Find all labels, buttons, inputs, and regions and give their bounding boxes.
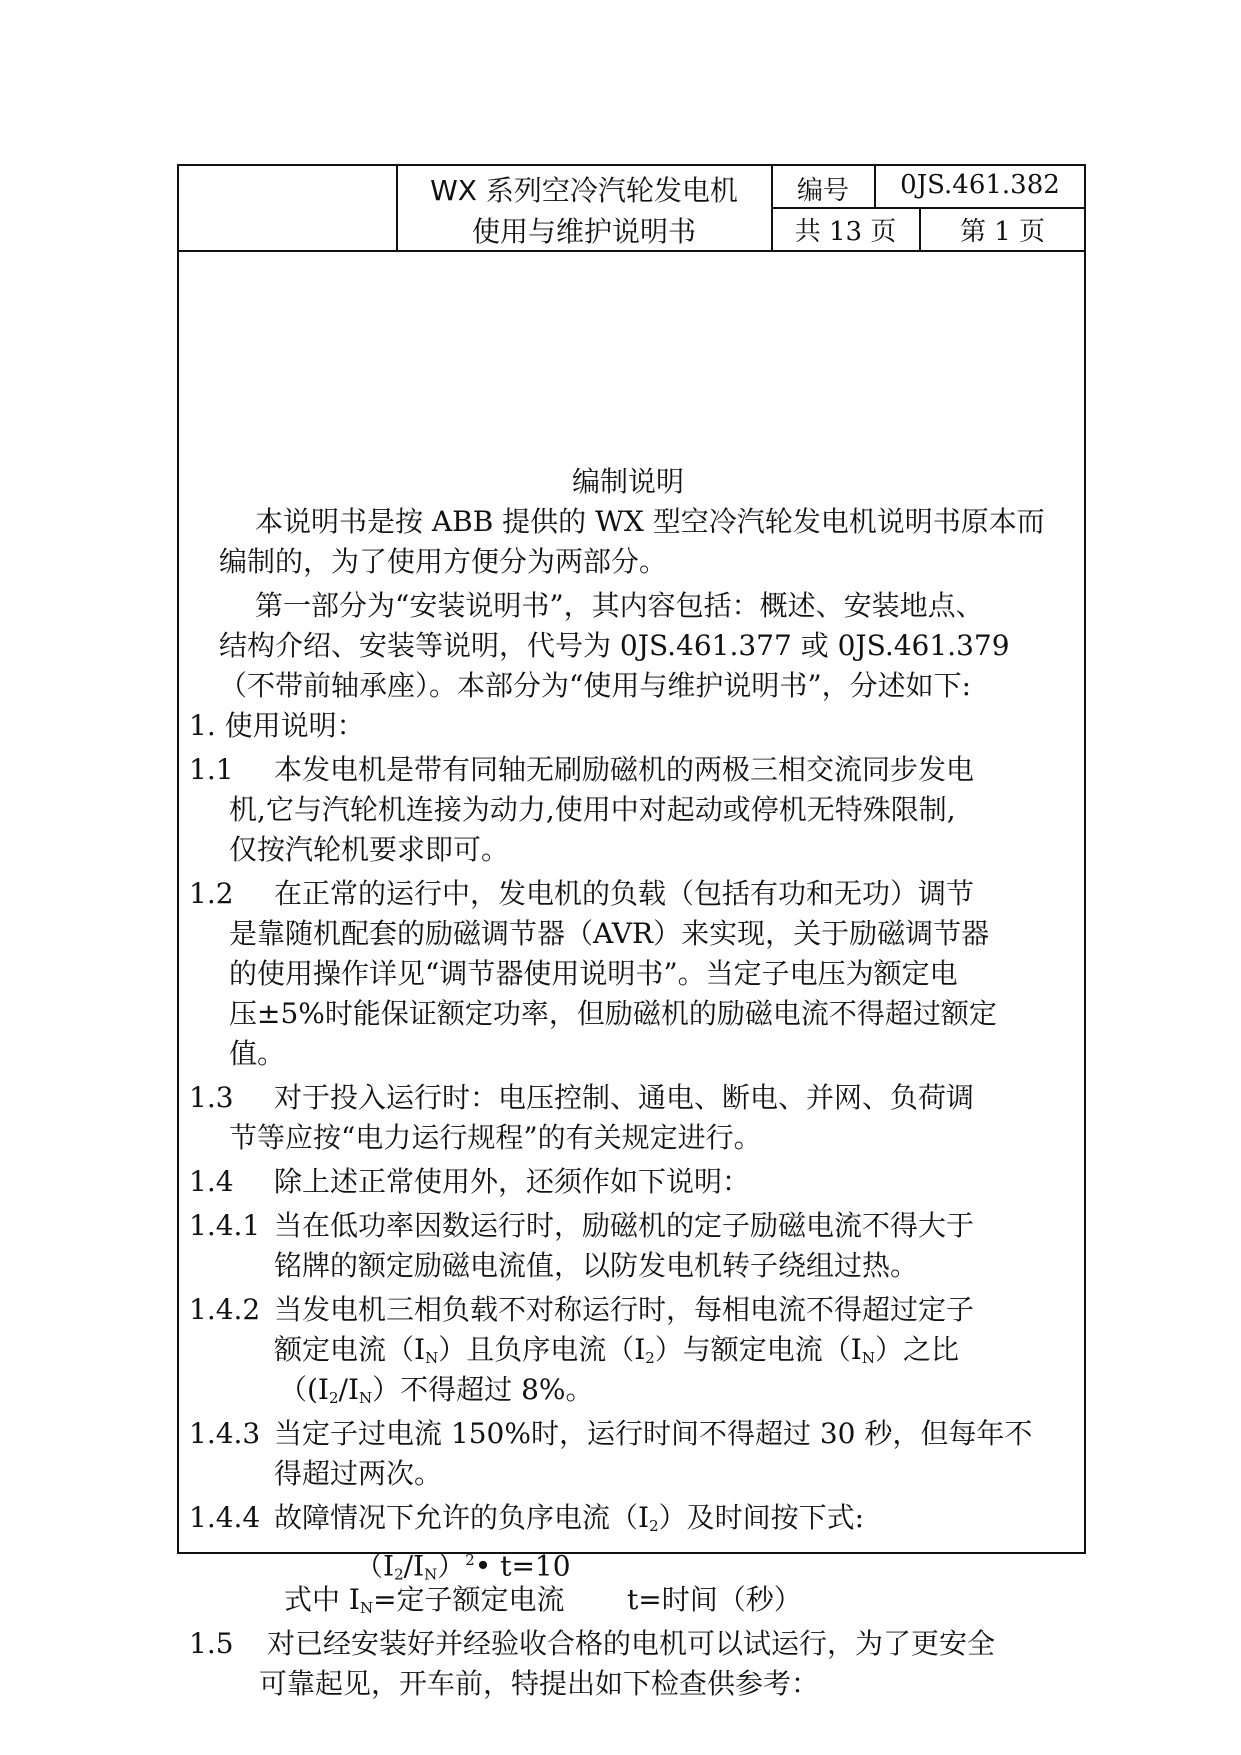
document-frame: [177, 164, 1086, 1700]
item-number: 1.5: [189, 1627, 234, 1660]
doc-title-line1: WX 系列空冷汽轮发电机: [430, 174, 738, 207]
paragraph-line: 铭牌的额定励磁电流值，以防发电机转子绕组过热。: [274, 1249, 919, 1282]
paragraph-line: 对已经安装好并经验收合格的电机可以试运行，为了更安全: [267, 1627, 996, 1660]
item-number: 1.4.2: [189, 1293, 261, 1326]
header-table: [179, 166, 1084, 252]
paragraph-line: （不带前轴承座）。本部分为“使用与维护说明书”，分述如下:: [219, 669, 972, 702]
doc-title-line2: 使用与维护说明书: [471, 215, 696, 248]
paragraph-line: 编制的，为了使用方便分为两部分。: [219, 545, 668, 578]
item-number: 1.3: [189, 1081, 234, 1114]
formula-legend: 式中 $I_N=$定子额定电流: [284, 1583, 565, 1617]
paragraph-line: 值。: [229, 1037, 286, 1070]
paragraph-line: 可靠起见，开车前，特提出如下检查供参考：: [259, 1667, 820, 1700]
paragraph-line: 对于投入运行时：电压控制、通电、断电、并网、负荷调: [274, 1081, 975, 1114]
paragraph-line: 故障情况下允许的负序电流$(I_2)$及时间按下式:: [274, 1501, 865, 1535]
item-number: 1.1: [189, 753, 234, 786]
code-value: 0JS.461.382: [900, 170, 1060, 200]
paragraph-line: 节等应按“电力运行规程”的有关规定进行。: [229, 1121, 762, 1154]
item-number: 1.4.3: [189, 1417, 261, 1450]
paragraph-line: 额定电流$(I_N)$且负序电流$(I_2)$与额定电流$(I_N)$之比: [274, 1333, 959, 1367]
page-number: 第 1 页: [959, 217, 1046, 247]
item-number: 1.4.4: [189, 1501, 261, 1534]
paragraph-line: 的使用操作详见“调节器使用说明书”。当定子电压为额定电: [229, 957, 958, 990]
code-label: 编号: [796, 176, 849, 206]
item-number: 1.2: [189, 877, 234, 910]
paragraph-line: 除上述正常使用外，还须作如下说明：: [274, 1165, 751, 1198]
paragraph-line: 当在低功率因数运行时，励磁机的定子励磁电流不得大于: [274, 1209, 975, 1242]
paragraph-line: 当定子过电流 150%时，运行时间不得超过 30 秒，但每年不: [274, 1417, 1033, 1450]
paragraph-line: 本说明书是按 ABB 提供的 WX 型空冷汽轮发电机说明书原本而: [255, 505, 1045, 538]
total-pages: 共 13 页: [794, 217, 897, 247]
paragraph-line: 第一部分为“安装说明书”，其内容包括：概述、安装地点、: [255, 589, 984, 622]
paragraph-line: 当发电机三相负载不对称运行时，每相电流不得超过定子: [274, 1293, 975, 1326]
section-heading: 编制说明: [572, 465, 685, 498]
paragraph-line: 仅按汽轮机要求即可。: [229, 833, 510, 866]
paragraph-line: 本发电机是带有同轴无刷励磁机的两极三相交流同步发电: [274, 753, 975, 786]
paragraph-line: 机,它与汽轮机连接为动力,使用中对起动或停机无特殊限制,: [229, 793, 956, 826]
paragraph-line: 得超过两次。: [274, 1457, 443, 1490]
item-number: 1.4: [189, 1165, 234, 1198]
header-divider: [771, 207, 1084, 209]
paragraph-line: 结构介绍、安装等说明，代号为 0JS.461.377 或 0JS.461.379: [219, 629, 1010, 662]
paragraph-line: 是靠随机配套的励磁调节器（AVR）来实现，关于励磁调节器: [229, 917, 990, 950]
formula-legend: t=时间（秒）: [627, 1583, 802, 1616]
paragraph-line: 在正常的运行中，发电机的负载（包括有功和无功）调节: [274, 877, 975, 910]
item-number: 1.4.1: [189, 1209, 261, 1242]
paragraph-line: 压±5%时能保证额定功率，但励磁机的励磁电流不得超过额定: [229, 997, 997, 1030]
paragraph-line: （$(I_2/I_N)$不得超过 8%。: [279, 1373, 594, 1407]
header-divider: [396, 166, 398, 250]
section-1-title: 1. 使用说明：: [189, 709, 365, 742]
formula: $(I_2/I_N)^2•$ t=10: [355, 1549, 571, 1584]
